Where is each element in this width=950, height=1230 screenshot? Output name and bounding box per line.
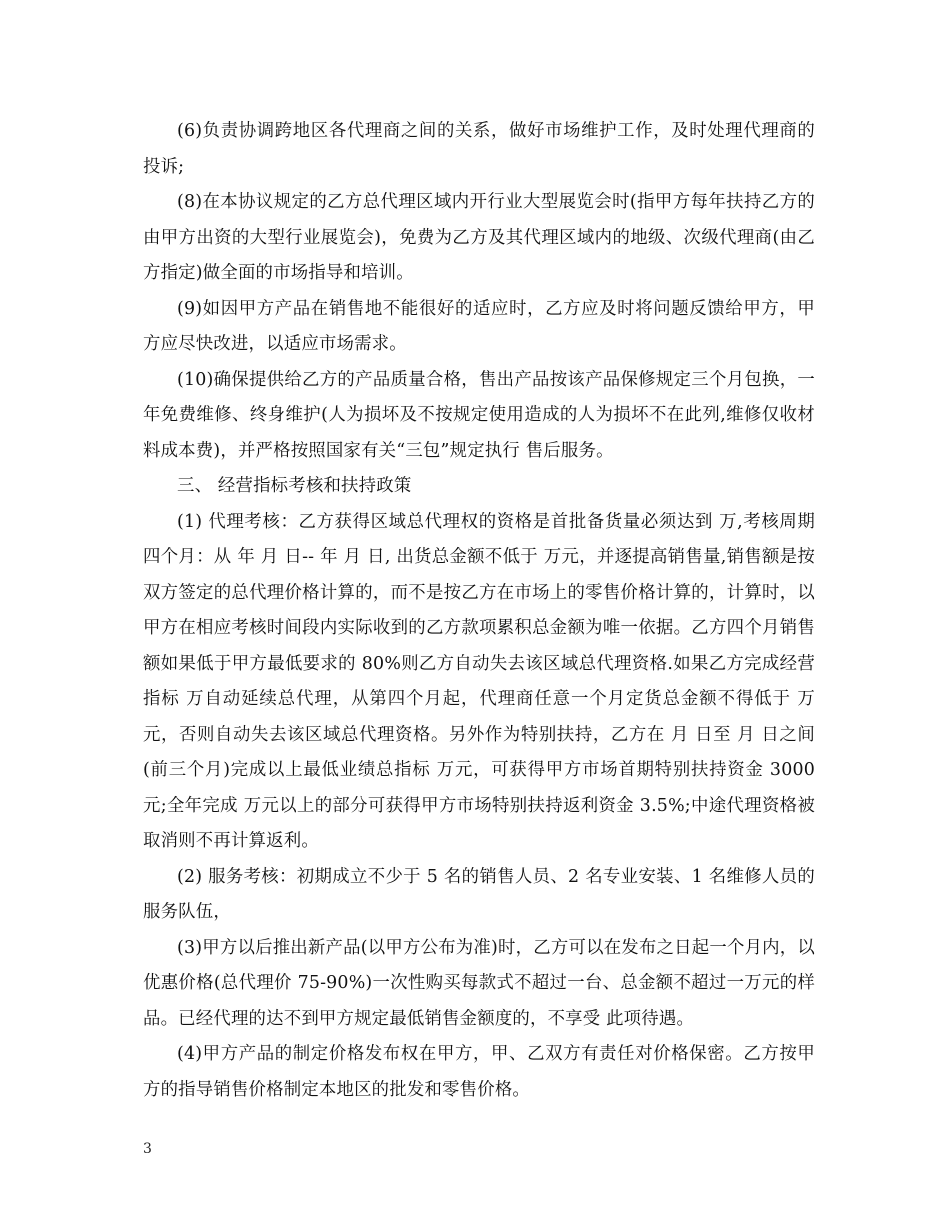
paragraph-10: (10)确保提供给乙方的产品质量合格，售出产品按该产品保修规定三个月包换，一年免费维修、终身维护(人为损坏及不按规定使用造成的人为损坏不在此列,维修仅收材料成本费)，并严格按照国家有关“三包”规定执行 售后服务。	[143, 369, 815, 461]
page-number: 3	[143, 1141, 152, 1157]
paragraph-agency-assessment: (1) 代理考核：乙方获得区域总代理权的资格是首批备货量必须达到 万,考核周期四个月：从 年 月 日-- 年 月 日, 出货总金额不低于 万元，并逐提高销售量,销售额是按双方签定的总代理价格计算的，而不是按乙方在市场上的零售价格计算的，计算时，以甲方在相应考核时间段内实际收到的乙方款项累积总金额为唯一依据。乙方四个月销售额如果低于甲方最低要求的 80%则乙方自动失去该区域总代理资格.如果乙方完成经营指标 万自动延续总代理，从第四个月起，代理商任意一个月定货总金额不得低于 万元，否则自动失去该区域总代理资格。另外作为特别扶持，乙方在 月 日至 月 日之间(前三个月)完成以上最低业绩总指标 万元，可获得甲方市场首期特别扶持资金 3000 元;全年完成 万元以上的部分可获得甲方市场特别扶持返利资金 3.5%;中途代理资格被取消则不再计算返利。	[143, 511, 815, 851]
document-body	[143, 114, 815, 1108]
paragraph-service-assessment: (2) 服务考核：初期成立不少于 5 名的销售人员、2 名专业安装、1 名维修人员的服务队伍，	[143, 866, 815, 922]
paragraph-new-products: (3)甲方以后推出新产品(以甲方公布为准)时，乙方可以在发布之日起一个月内，以优惠价格(总代理价 75-90%)一次性购买每款式不超过一台、总金额不超过一万元的样品。已经代理的达不到甲方规定最低销售金额度的，不享受 此项待遇。	[143, 937, 815, 1029]
paragraph-8: (8)在本协议规定的乙方总代理区域内开行业大型展览会时(指甲方每年扶持乙方的由甲方出资的大型行业展览会)，免费为乙方及其代理区域内的地级、次级代理商(由乙方指定)做全面的市场指导和培训。	[143, 192, 815, 283]
paragraph-pricing: (4)甲方产品的制定价格发布权在甲方，甲、乙双方有责任对价格保密。乙方按甲方的指导销售价格制定本地区的批发和零售价格。	[143, 1044, 815, 1100]
paragraph-6: (6)负责协调跨地区各代理商之间的关系，做好市场维护工作，及时处理代理商的投诉;	[143, 121, 815, 177]
section-heading-3: 三、 经营指标考核和扶持政策	[177, 476, 412, 496]
paragraph-9: (9)如因甲方产品在销售地不能很好的适应时，乙方应及时将问题反馈给甲方，甲方应尽快改进，以适应市场需求。	[143, 298, 815, 354]
